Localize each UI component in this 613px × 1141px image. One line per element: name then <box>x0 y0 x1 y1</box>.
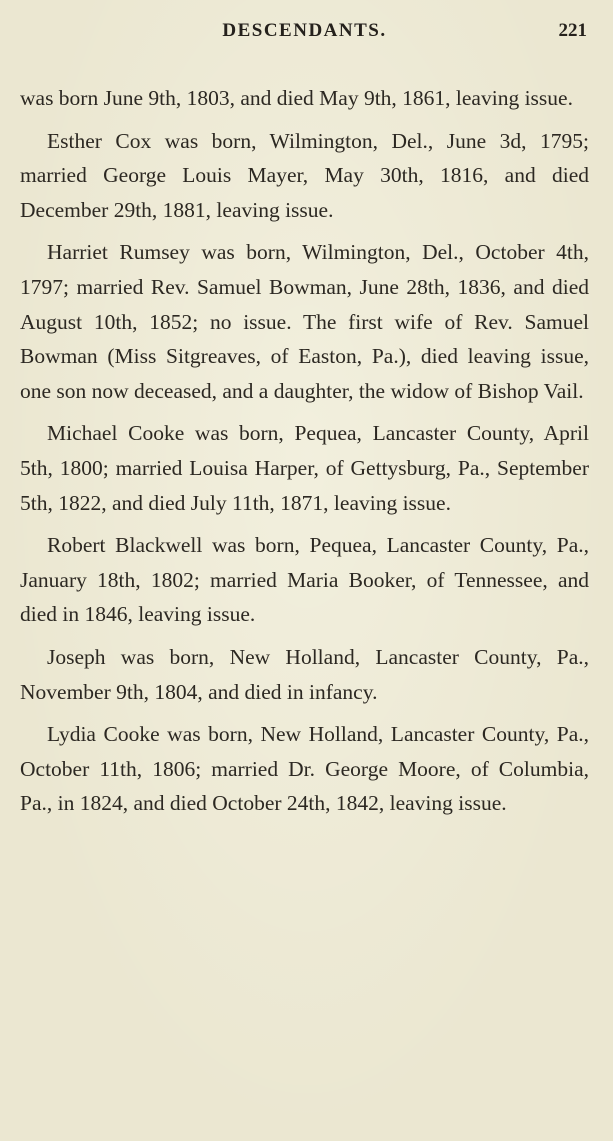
paragraph-joseph: Joseph was born, New Holland, Lancaster County, Pa., November 9th, 1804, and died in infancy. <box>20 644 589 704</box>
body-text <box>20 81 589 821</box>
paragraph-robert-blackwell: Robert Blackwell was born, Pequea, Lancaster County, Pa., January 18th, 1802; married Maria Booker, of Tennessee, and died in 1846, leaving issue. <box>20 533 589 627</box>
running-head <box>20 0 589 64</box>
paragraph-lydia-cooke: Lydia Cooke was born, New Holland, Lancaster County, Pa., October 11th, 1806; married Dr. George Moore, of Columbia, Pa., in 1824, and died October 24th, 1842, leaving issue. <box>20 722 589 816</box>
paragraph-harriet-rumsey: Harriet Rumsey was born, Wilmington, Del., October 4th, 1797; married Rev. Samuel Bowman, June 28th, 1836, and died August 10th, 1852; no issue. The first wife of Rev. Samuel Bowman (Miss Sitgreaves, of Easton, Pa.), died leaving issue, one son now deceased, and a daughter, the widow of Bishop Vail. <box>20 240 589 403</box>
paragraph-continued: was born June 9th, 1803, and died May 9th, 1861, leaving issue. <box>20 86 573 110</box>
paragraph-esther-cox: Esther Cox was born, Wilmington, Del., June 3d, 1795; married George Louis Mayer, May 30th, 1816, and died December 29th, 1881, leaving issue. <box>20 128 589 222</box>
page-number: 221 <box>558 20 587 41</box>
running-title: DESCENDANTS. <box>222 20 387 41</box>
paragraph-michael-cooke: Michael Cooke was born, Pequea, Lancaster County, April 5th, 1800; married Louisa Harper, of Gettysburg, Pa., September 5th, 1822, and died July 11th, 1871, leaving issue. <box>20 421 589 515</box>
